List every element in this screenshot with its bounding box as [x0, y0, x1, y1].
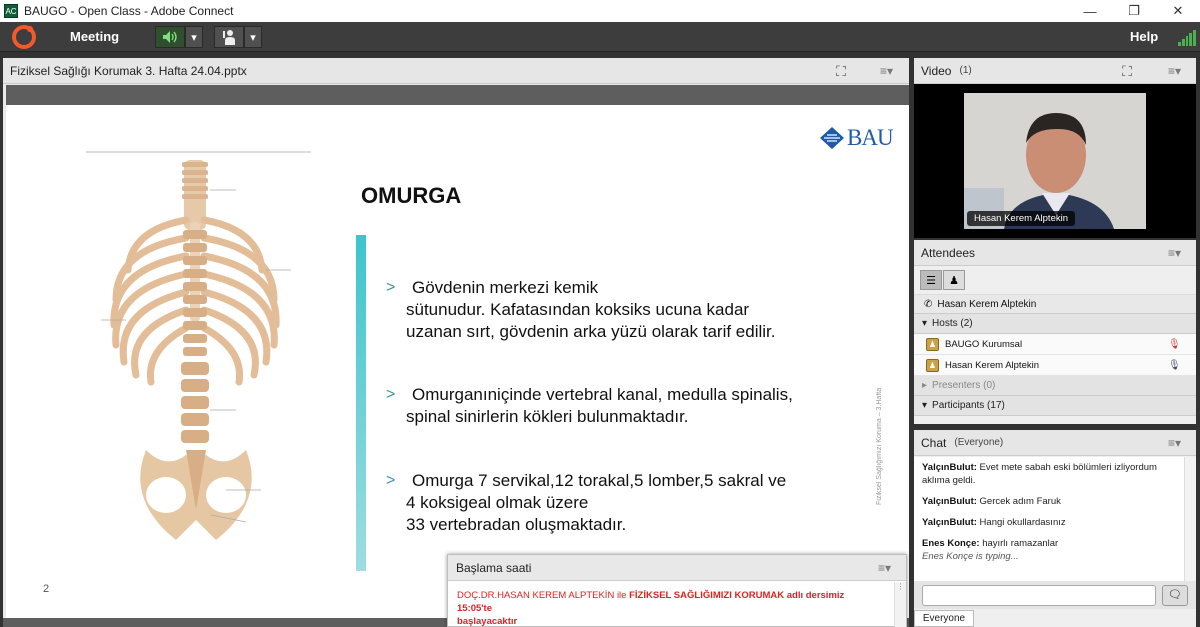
- video-pod: [914, 58, 1196, 238]
- chevron-down-icon: ▾: [250, 31, 256, 44]
- close-icon[interactable]: ✕: [1172, 3, 1184, 18]
- presenter-avatar-image: [964, 93, 1146, 229]
- pod-options-icon[interactable]: ≡▾: [1168, 64, 1182, 78]
- app-icon: AC: [4, 4, 18, 18]
- attendees-title: Attendees: [921, 245, 976, 260]
- host-role-icon: ♟: [926, 338, 939, 351]
- status-view-icon[interactable]: ♟: [943, 270, 965, 290]
- chat-sender: YalçınBulut:: [922, 462, 977, 473]
- expand-down-icon: ▾: [922, 318, 928, 329]
- chat-title: Chat: [921, 435, 947, 450]
- connection-signal-icon: [1178, 28, 1196, 46]
- restore-icon[interactable]: ❐: [1128, 3, 1140, 18]
- pod-options-icon[interactable]: ≡▾: [1168, 436, 1182, 450]
- hosts-group-label: Hosts (2): [932, 318, 973, 329]
- presenter-video-feed[interactable]: [964, 93, 1146, 229]
- typing-indicator: Enes Konçe is typing...: [922, 551, 1019, 562]
- slide-page-number: 2: [43, 583, 50, 595]
- bau-logo-text: BAU: [847, 125, 893, 150]
- expand-down-icon: ▾: [922, 400, 928, 411]
- chat-text: Gercek adım Faruk: [979, 496, 1061, 507]
- notes-pod-header: [448, 555, 906, 581]
- pod-options-icon[interactable]: ≡▾: [1168, 246, 1182, 260]
- chat-sender: YalçınBulut:: [922, 496, 977, 507]
- presenters-group-header[interactable]: [914, 376, 1196, 396]
- bullet-line: Omurganıniçinde vertebral kanal, medulla spinalis,: [412, 385, 793, 404]
- hosts-group-header[interactable]: [914, 314, 1196, 334]
- mic-off-icon: 🎙: [1168, 339, 1181, 350]
- speech-bubble-icon: 🗨: [1168, 588, 1182, 601]
- notes-pod: [447, 554, 907, 627]
- chat-scope: (Everyone): [954, 437, 1004, 448]
- bullet-line: 33 vertebradan oluşmaktadır.: [406, 515, 627, 534]
- spine-skeleton-illustration: [86, 150, 326, 570]
- slide-bullet: [386, 277, 876, 343]
- slide-accent-bar: [356, 235, 366, 571]
- bullet-line: 4 koksigeal olmak üzere: [406, 493, 589, 512]
- attendees-pod: [914, 240, 1196, 424]
- bullet-line: uzanan sırt, gövdenin arka yüzü olarak tarif edilir.: [406, 322, 776, 341]
- bullet-line: sütunudur. Kafatasından koksiks ucuna kadar: [406, 300, 750, 319]
- chat-message: [922, 461, 1176, 487]
- chat-send-button[interactable]: [1162, 585, 1188, 606]
- status-button[interactable]: [214, 26, 244, 48]
- video-count: (1): [959, 65, 972, 76]
- video-pod-header: [914, 58, 1196, 84]
- bau-logo: [820, 125, 893, 151]
- bullet-line: spinal sinirlerin kökleri bulunmaktadır.: [406, 407, 689, 426]
- bullet-line: Gövdenin merkezi kemik: [412, 278, 599, 297]
- slide-bullet: [386, 384, 876, 428]
- chat-input[interactable]: [922, 585, 1156, 606]
- bullet-line: Omurga 7 servikal,12 torakal,5 lomber,5 sakral ve: [412, 471, 787, 490]
- chat-text: Evet mete sabah eski bölümleri izliyordum aklıma geldi.: [922, 462, 1157, 486]
- chat-input-row: [914, 581, 1196, 609]
- window-title-bar: [0, 0, 1200, 22]
- slide-title: OMURGA: [361, 183, 462, 208]
- fullscreen-icon[interactable]: ⛶: [1122, 63, 1132, 79]
- chat-message: [922, 495, 1176, 508]
- notes-text-line2: başlayacaktır: [457, 616, 518, 627]
- chat-message: [922, 537, 1176, 550]
- attendee-self-row[interactable]: [914, 294, 1196, 314]
- pod-options-icon[interactable]: ≡▾: [880, 64, 894, 78]
- minimize-icon[interactable]: —: [1083, 3, 1097, 19]
- raise-hand-icon: [221, 29, 237, 45]
- bullet-marker: >: [386, 472, 396, 489]
- video-title: Video: [921, 63, 952, 78]
- presenter-name-label: Hasan Kerem Alptekin: [967, 211, 1075, 226]
- attendee-row[interactable]: [914, 355, 1196, 376]
- chat-tab-everyone[interactable]: Everyone: [914, 610, 974, 627]
- chat-message: [922, 516, 1176, 529]
- chat-messages: [914, 457, 1184, 581]
- bau-logo-mark-icon: [820, 127, 844, 149]
- adobe-connect-logo[interactable]: [10, 23, 38, 51]
- speaker-icon: [162, 30, 178, 44]
- chat-text: hayırlı ramazanlar: [982, 538, 1059, 549]
- bullet-marker: >: [386, 386, 396, 403]
- share-pod: [3, 58, 909, 627]
- chat-pod: [914, 430, 1196, 627]
- chat-scrollbar[interactable]: [1184, 457, 1196, 581]
- chat-text: Hangi okullardasınız: [979, 517, 1066, 528]
- status-dropdown[interactable]: [244, 26, 262, 48]
- window-title: BAUGO - Open Class - Adobe Connect: [24, 4, 234, 18]
- meeting-menu[interactable]: Meeting: [70, 29, 120, 44]
- slide-bullet: [386, 470, 876, 536]
- window-controls: [1068, 0, 1200, 22]
- notes-title: Başlama saati: [456, 560, 532, 575]
- share-toolbar-strip: [6, 85, 909, 105]
- expand-right-icon: ▸: [922, 380, 928, 391]
- attendee-self-name: Hasan Kerem Alptekin: [937, 298, 1037, 310]
- attendee-row[interactable]: [914, 334, 1196, 355]
- mic-on-icon: 🎙: [1168, 360, 1181, 371]
- share-file-name: Fiziksel Sağlığı Korumak 3. Hafta 24.04.pptx: [10, 63, 247, 78]
- pod-options-icon[interactable]: ≡▾: [878, 561, 892, 575]
- help-menu[interactable]: Help: [1130, 29, 1159, 44]
- phone-icon: ✆: [924, 298, 933, 310]
- attendee-name: Hasan Kerem Alptekin: [945, 359, 1039, 371]
- speaker-button[interactable]: [155, 26, 185, 48]
- attendee-name: BAUGO Kurumsal: [945, 338, 1023, 350]
- presenters-group-label: Presenters (0): [932, 380, 996, 391]
- speaker-dropdown[interactable]: [185, 26, 203, 48]
- list-view-icon[interactable]: ☰: [920, 270, 942, 290]
- chevron-down-icon: ▾: [191, 31, 197, 44]
- notes-text-plain: DOÇ.DR.HASAN KEREM ALPTEKİN ile: [457, 590, 630, 601]
- chat-pod-header: [914, 430, 1196, 456]
- notes-text-bold: FİZİKSEL SAĞLIĞIMIZI KORUMAK adlı dersimiz 15:05'te: [457, 590, 845, 614]
- chat-sender: YalçınBulut:: [922, 517, 977, 528]
- fullscreen-icon[interactable]: ⛶: [836, 63, 846, 79]
- bullet-marker: >: [386, 279, 396, 296]
- attendees-view-toolbar: [914, 266, 1196, 294]
- notes-scrollbar[interactable]: ⋮: [894, 582, 906, 627]
- participants-group-label: Participants (17): [932, 400, 1005, 411]
- presentation-slide: [6, 105, 909, 618]
- menu-bar: [0, 22, 1200, 52]
- attendees-pod-header: [914, 240, 1196, 266]
- slide-vertical-caption: Fiziksel Sağlığımızı Koruma – 3.Hafta: [876, 387, 883, 505]
- video-area: [914, 84, 1196, 238]
- notes-text: [448, 581, 906, 627]
- host-role-icon: ♟: [926, 359, 939, 372]
- participants-group-header[interactable]: [914, 396, 1196, 416]
- share-pod-header: [3, 58, 909, 84]
- chat-sender: Enes Konçe:: [922, 538, 980, 549]
